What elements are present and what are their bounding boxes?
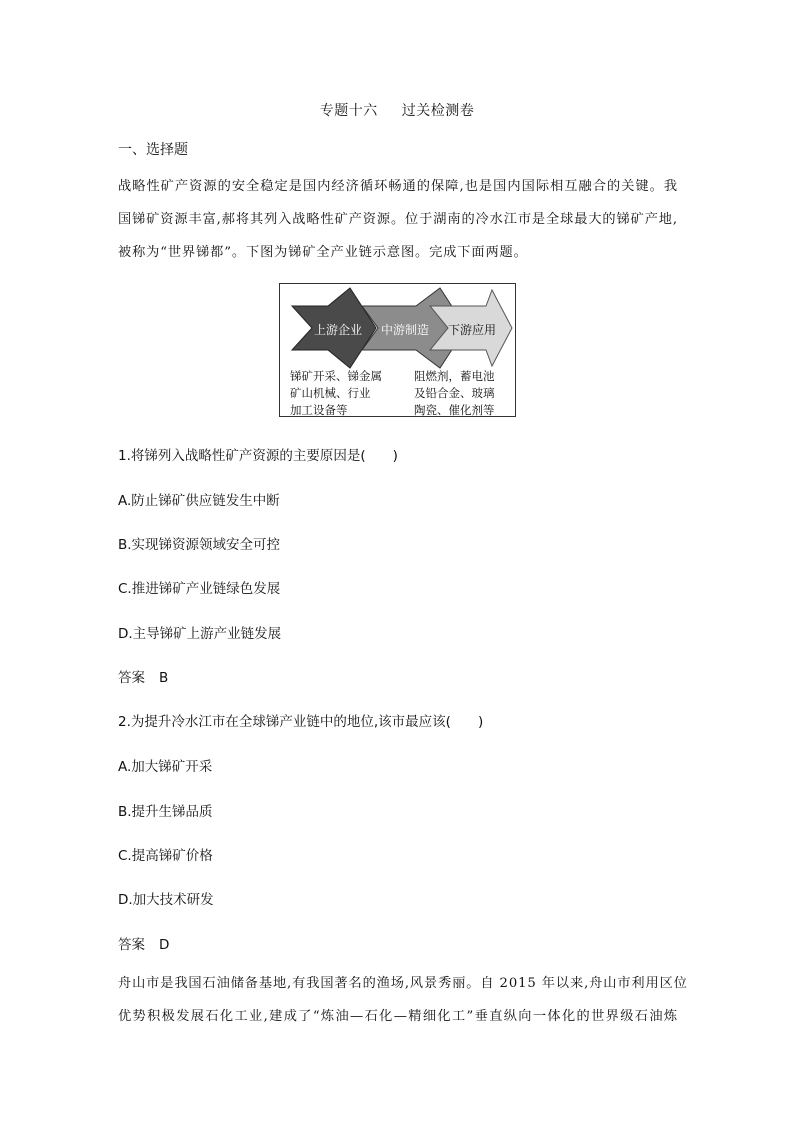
- question-2-option-d: D.加大技术研发: [118, 892, 214, 908]
- stage-label-upstream: 上游企业: [314, 323, 363, 337]
- question-2-stem: 2.为提升冷水江市在全球锑产业链中的地位,该市最应该( ): [118, 714, 484, 730]
- caption-line: 锑矿开采、锑金属: [290, 369, 382, 383]
- question-2-option-c: C.提高锑矿价格: [118, 848, 213, 864]
- question-2-answer: [118, 933, 169, 953]
- passage-line: 被称为“世界锑都”。下图为锑矿全产业链示意图。完成下面两题。: [118, 245, 528, 260]
- title-topic: 专题十六: [319, 103, 378, 119]
- industry-chain-figure: [279, 283, 516, 417]
- question-1-option-b: B.实现锑资源领域安全可控: [118, 537, 281, 553]
- caption-line: 及铅合金、玻璃: [414, 386, 495, 400]
- caption-line: 陶瓷、催化剂等: [414, 403, 495, 417]
- section-heading: 一、选择题: [118, 142, 188, 158]
- question-1-option-d: D.主导锑矿上游产业链发展: [118, 626, 282, 642]
- stage-label-midstream: 中游制造: [381, 323, 430, 337]
- answer-value: D: [159, 937, 170, 953]
- caption-downstream: [414, 368, 495, 419]
- passage-antimony: [118, 170, 678, 269]
- caption-line: 加工设备等: [290, 403, 348, 417]
- passage-line: 战略性矿产资源的安全稳定是国内经济循环畅通的保障,也是国内国际相互融合的关键。我: [118, 179, 678, 194]
- question-1-option-a: A.防止锑矿供应链发生中断: [118, 493, 280, 509]
- caption-line: 矿山机械、行业: [290, 386, 371, 400]
- caption-line: 阻燃剂，蓄电池: [414, 369, 495, 383]
- question-1-answer: [118, 666, 168, 686]
- question-1-stem: 1.将锑列入战略性矿产资源的主要原因是( ): [118, 448, 398, 464]
- passage-line: 国锑矿资源丰富,郝将其列入战略性矿产资源。位于湖南的冷水江市是全球最大的锑矿产地,: [118, 212, 678, 227]
- page-title: [0, 100, 794, 120]
- title-subtitle: 过关检测卷: [401, 103, 475, 119]
- answer-label: 答案: [118, 670, 145, 686]
- passage-line: 优势积极发展石化工业,建成了“炼油—石化—精细化工”垂直纵向一体化的世界级石油炼: [118, 1009, 678, 1024]
- question-1-option-c: C.推进锑矿产业链绿色发展: [118, 581, 281, 597]
- question-2-option-a: A.加大锑矿开采: [118, 759, 213, 775]
- answer-label: 答案: [118, 937, 145, 953]
- passage-zhoushan: [118, 967, 688, 1033]
- passage-line: 舟山市是我国石油储备基地,有我国著名的渔场,风景秀丽。自 2015 年以来,舟山市利用区位: [118, 976, 688, 991]
- question-2-option-b: B.提升生锑品质: [118, 804, 213, 820]
- answer-value: B: [159, 670, 169, 686]
- stage-label-downstream: 下游应用: [448, 323, 497, 337]
- caption-upstream: [290, 368, 382, 419]
